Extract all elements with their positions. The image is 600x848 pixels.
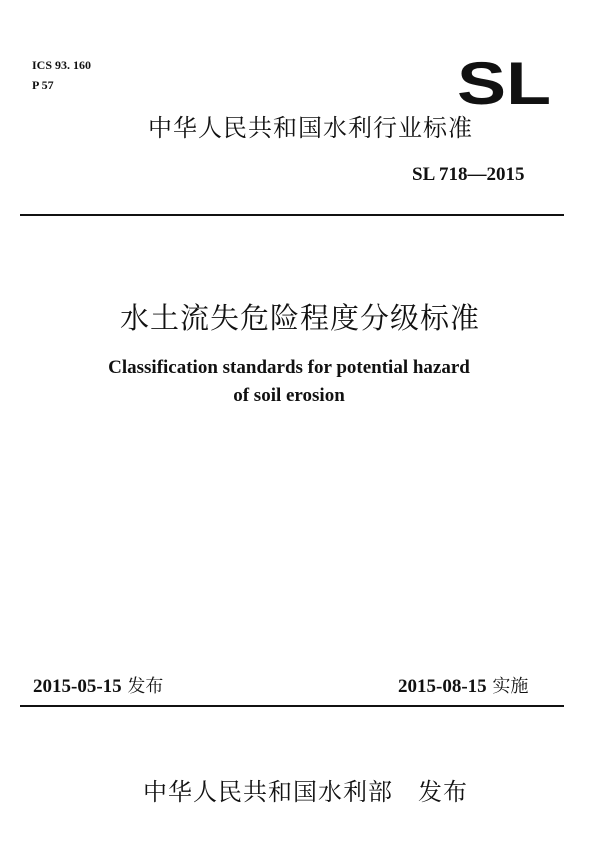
publisher: 中华人民共和国水利部 发布: [143, 778, 468, 806]
sl-logo-text: SL: [457, 56, 551, 112]
issue-date-value: 2015-05-15: [33, 676, 122, 697]
issue-date: [33, 675, 163, 699]
top-divider: [20, 214, 564, 216]
implementation-date: [398, 675, 528, 699]
english-title: [0, 354, 578, 410]
chinese-title: 水土流失危险程度分级标准: [119, 301, 480, 335]
issue-date-label: 发布: [127, 676, 164, 697]
implementation-date-value: 2015-08-15: [398, 676, 487, 697]
sl-logo: [456, 56, 552, 112]
bottom-divider: [20, 705, 564, 707]
ccs-code: P 57: [32, 78, 54, 92]
industry-standard-title: 中华人民共和国水利行业标准: [148, 114, 473, 142]
standard-code: SL 718—2015: [412, 164, 525, 185]
implementation-date-label: 实施: [492, 676, 529, 697]
english-title-line-1: Classification standards for potential hazard: [108, 357, 470, 378]
english-title-line-2: of soil erosion: [233, 385, 345, 406]
ics-code: ICS 93. 160: [32, 58, 92, 72]
